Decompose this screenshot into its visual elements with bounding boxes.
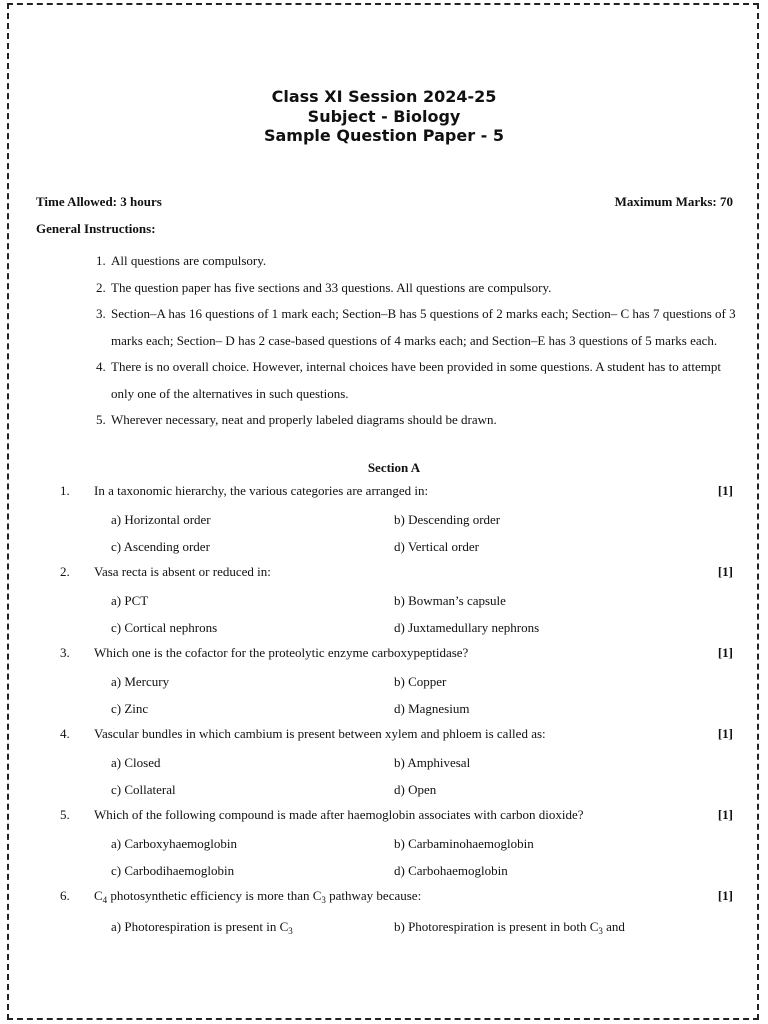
question-number: 2. (60, 564, 70, 579)
question-row (0, 643, 768, 663)
option-c: c) Cortical nephrons (111, 620, 218, 635)
question-number: 1. (60, 483, 70, 498)
option-d: d) Open (394, 782, 437, 797)
instruction-text: The question paper has five sections and 33 questions. All questions are compulsory. (111, 279, 552, 295)
instruction-item (96, 301, 736, 354)
option-b: b) Copper (394, 674, 447, 689)
text-part: b) Photorespiration is present in both C (394, 919, 599, 934)
question (0, 481, 768, 562)
instruction-item (96, 275, 736, 302)
instruction-text: There is no overall choice. However, internal choices have been provided in some questions. A student has to attempt only one of the alternatives in such questions. (111, 359, 721, 401)
option-a: a) PCT (111, 593, 149, 608)
question-text: In a taxonomic hierarchy, the various categories are arranged in: (94, 483, 429, 498)
question-text: Which of the following compound is made after haemoglobin associates with carbon dioxide? (94, 807, 584, 822)
question (0, 805, 768, 886)
option-d: d) Carbohaemoglobin (394, 863, 508, 878)
instruction-item (96, 354, 736, 407)
question-text: Which one is the cofactor for the proteolytic enzyme carboxypeptidase? (94, 645, 469, 660)
option-b: b) Amphivesal (394, 755, 471, 770)
question-marks: [1] (717, 483, 733, 498)
option-b (394, 919, 625, 936)
subscript: 3 (288, 926, 293, 936)
option-d: d) Magnesium (394, 701, 470, 716)
instruction-number: 1. (96, 253, 106, 268)
instruction-number: 4. (96, 359, 106, 374)
question-row (0, 805, 768, 825)
instruction-text: All questions are compulsory. (111, 253, 267, 268)
option-c: c) Carbodihaemoglobin (111, 863, 235, 878)
subscript: 3 (321, 895, 326, 905)
instruction-text: Section–A has 16 questions of 1 mark each; Section–B has 5 questions of 2 marks each; Section– C has 7 questions of 3 marks each; Section– D has 2 case-based questions of 4 marks each; and Section–E has 3 questions of 5 marks each. (111, 306, 736, 348)
question (0, 886, 768, 967)
paper-meta (36, 194, 733, 210)
option-c: c) Ascending order (111, 539, 210, 554)
paper-header (0, 87, 768, 146)
text-part: pathway because: (325, 888, 422, 903)
text-part: and (602, 919, 625, 934)
question-row (0, 724, 768, 744)
instruction-number: 5. (96, 412, 106, 427)
option-c: c) Zinc (111, 701, 149, 716)
option-d: d) Juxtamedullary nephrons (394, 620, 540, 635)
option-b: b) Descending order (394, 512, 501, 527)
option-a: a) Horizontal order (111, 512, 211, 527)
instructions-list (96, 248, 736, 434)
question-row (0, 886, 768, 906)
instruction-number: 3. (96, 306, 106, 321)
question-marks: [1] (717, 726, 733, 741)
instruction-number: 2. (96, 279, 106, 295)
question-number: 6. (60, 888, 70, 903)
question (0, 562, 768, 643)
instruction-item (96, 407, 736, 434)
text-part: a) Photorespiration is present in C (111, 919, 289, 934)
option-d: d) Vertical order (394, 539, 479, 554)
question-marks: [1] (717, 888, 733, 903)
question (0, 724, 768, 805)
question-row (0, 562, 768, 582)
text-part: C (94, 888, 103, 903)
question-number: 5. (60, 807, 70, 822)
paper-title: Sample Question Paper - 5 (263, 126, 504, 145)
instruction-item (96, 248, 736, 275)
instruction-text: Wherever necessary, neat and properly labeled diagrams should be drawn. (111, 412, 497, 427)
subscript: 4 (102, 895, 108, 905)
option-a: a) Mercury (111, 674, 170, 689)
subscript: 3 (598, 926, 603, 936)
time-allowed: Time Allowed: 3 hours (36, 194, 162, 209)
questions-list (0, 481, 768, 967)
question-text: Vasa recta is absent or reduced in: (94, 564, 271, 579)
session-title: Class XI Session 2024-25 (271, 87, 497, 106)
question-marks: [1] (717, 564, 733, 579)
option-b: b) Bowman’s capsule (394, 593, 506, 608)
question-marks: [1] (717, 645, 733, 660)
question-row (0, 481, 768, 501)
question-number: 4. (60, 726, 70, 741)
option-a: a) Closed (111, 755, 161, 770)
question-number: 3. (60, 645, 70, 660)
option-a: a) Carboxyhaemoglobin (111, 836, 237, 851)
general-instructions-title: General Instructions: (36, 221, 156, 236)
question-marks: [1] (717, 807, 733, 822)
question-text (94, 888, 694, 905)
question-text: Vascular bundles in which cambium is present between xylem and phloem is called as: (94, 726, 546, 741)
maximum-marks: Maximum Marks: 70 (614, 194, 733, 209)
option-b: b) Carbaminohaemoglobin (394, 836, 534, 851)
text-part: photosynthetic efficiency is more than C (107, 888, 322, 903)
question (0, 643, 768, 724)
option-a (111, 919, 293, 936)
option-c: c) Collateral (111, 782, 176, 797)
section-a-title: Section A (367, 460, 421, 475)
subject-title: Subject - Biology (307, 106, 461, 126)
